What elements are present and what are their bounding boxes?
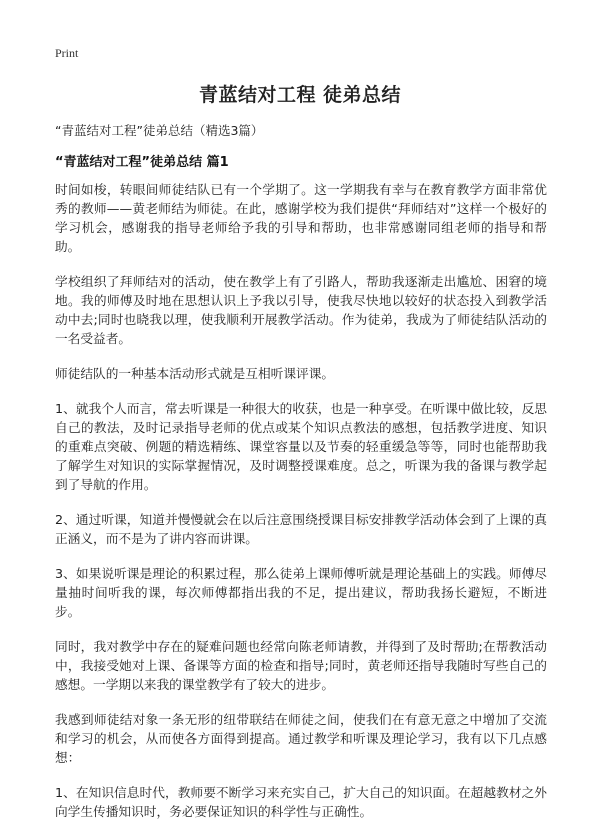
document-subtitle: “青蓝结对工程”徒弟总结（精选3篇）: [55, 123, 264, 138]
paragraph-reflection: 我感到师徒结对象一条无形的纽带联结在师徒之间，使我们在有意无意之中增加了交流和学习的机会，从而使各方面得到提高。通过教学和听课及理论学习，我有以下几点感想：: [55, 712, 547, 765]
print-label: Print: [55, 46, 79, 60]
paragraph-activity: 学校组织了拜师结对的活动，使在教学上有了引路人，帮助我逐渐走出尴尬、困窘的境地。我的师傅及时地在思想认识上予我以引导，使我尽快地以较好的状态投入到教学活动中去;同时也晓我以理，使我顺利开展教学活动。作为徒弟，我成为了师徒结队活动的一名受益者。: [55, 274, 547, 346]
paragraph-form: 师徒结队的一种基本活动形式就是互相听课评课。: [55, 366, 335, 381]
section-heading: “青蓝结对工程”徒弟总结 篇1: [55, 155, 229, 170]
paragraph-thought-1: 1、在知识信息时代，教师要不断学习来充实自己，扩大自己的知识面。在超越教材之外向学生传播知识时，务必要保证知识的科学性与正确性。: [55, 785, 547, 819]
paragraph-point-1: 1、就我个人而言，常去听课是一种很大的收获，也是一种享受。在听课中做比较，反思自己的教法，及时记录指导老师的优点或某个知识点教法的感想，包括教学进度、知识的重难点突破、例题的精选精练、课堂容量以及节奏的轻重缓急等等，同时也能帮助我了解学生对知识的实际掌握情况，及时调整授课难度。总之，听课为我的备课与教学起到了导航的作用。: [55, 401, 547, 492]
page-title: 青蓝结对工程 徒弟总结: [198, 84, 402, 106]
paragraph-intro: 时间如梭，转眼间师徒结队已有一个学期了。这一学期我有幸与在教育教学方面非常优秀的教师——黄老师结为师徒。在此，感谢学校为我们提供“拜师结对”这样一个极好的学习机会，感谢我的指导老师给予我的引导和帮助，也非常感谢同组老师的指导和帮助。: [55, 182, 547, 254]
document-body: [55, 180, 547, 837]
paragraph-guidance: 同时，我对教学中存在的疑难问题也经常向陈老师请教，并得到了及时帮助;在帮教活动中，我接受她对上课、备课等方面的检查和指导;同时，黄老师还指导我随时写些自己的感想。一学期以来我的课堂教学有了较大的进步。: [55, 639, 547, 692]
paragraph-point-3: 3、如果说听课是理论的积累过程，那么徒弟上课师傅听就是理论基础上的实践。师傅尽量抽时间听我的课，每次师傅都指出我的不足，提出建议，帮助我扬长避短，不断进步。: [55, 566, 547, 619]
paragraph-point-2: 2、通过听课，知道并慢慢就会在以后注意围绕授课目标安排教学活动体会到了上课的真正涵义，而不是为了讲内容而讲课。: [55, 512, 547, 546]
